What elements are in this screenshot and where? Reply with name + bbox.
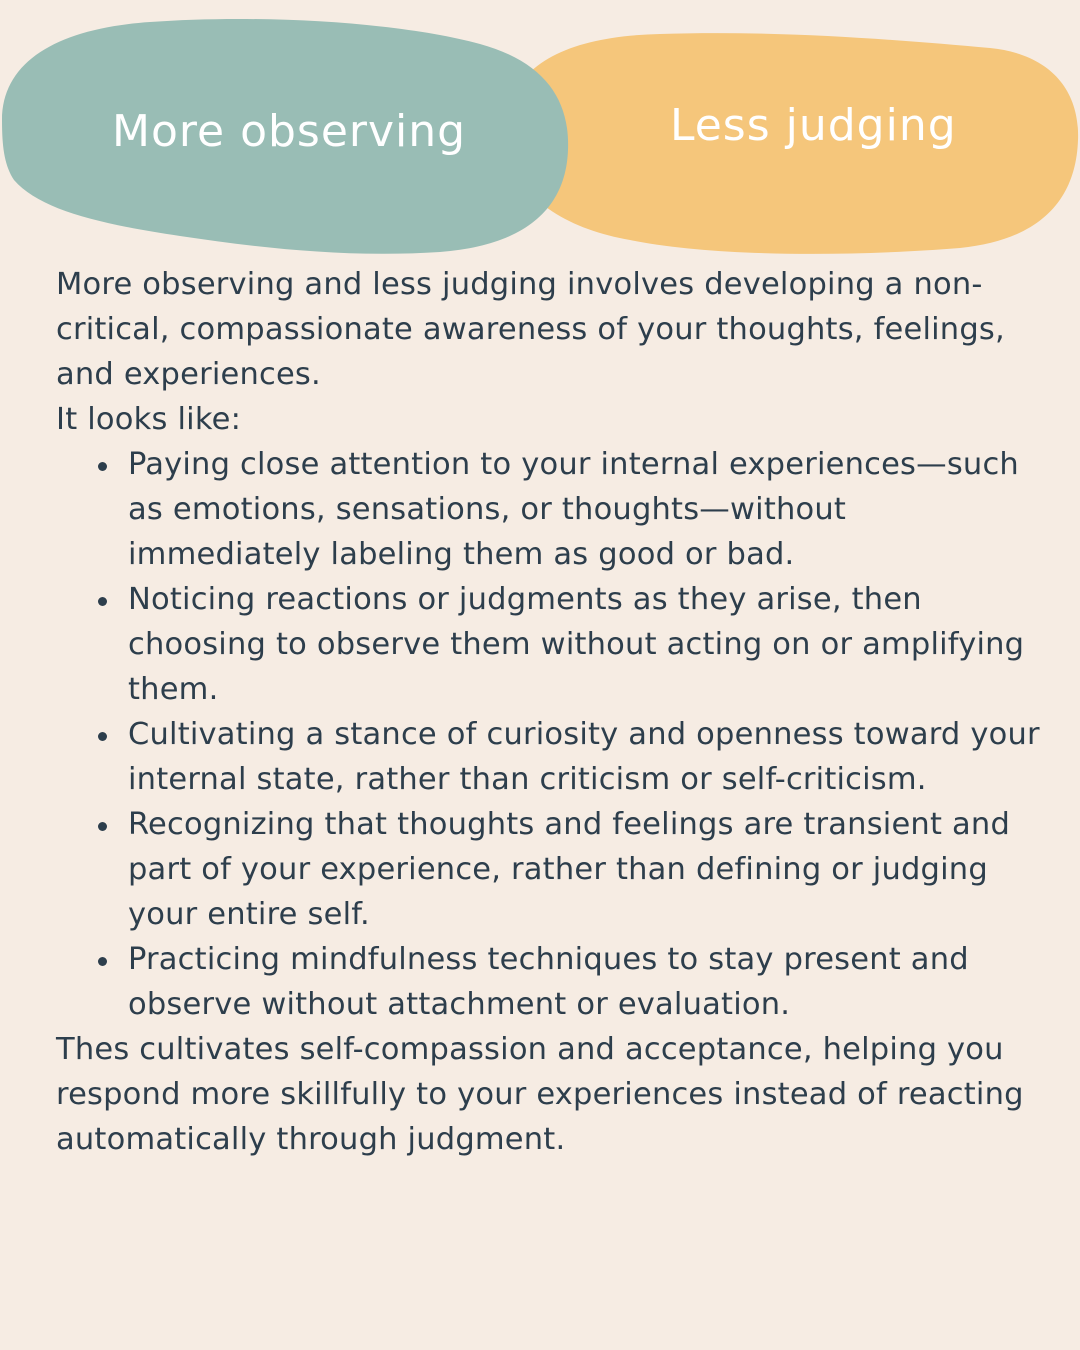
less-judging-label: Less judging bbox=[670, 100, 957, 151]
list-item: Practicing mindfulness techniques to stay present and observe without attachment or evaluation. bbox=[128, 937, 1046, 1027]
list-item: Cultivating a stance of curiosity and openness toward your internal state, rather than criticism or self-criticism. bbox=[128, 712, 1046, 802]
more-observing-label: More observing bbox=[112, 106, 467, 157]
list-item: Recognizing that thoughts and feelings are transient and part of your experience, rather than defining or judging your entire self. bbox=[128, 802, 1046, 937]
intro-paragraph: More observing and less judging involves developing a non-critical, compassionate awareness of your thoughts, feelings, and experiences. bbox=[56, 267, 1005, 392]
list-item: Paying close attention to your internal experiences—such as emotions, sensations, or thoughts—without immediately labeling them as good or bad. bbox=[128, 442, 1046, 577]
conclusion-paragraph: Thes cultivates self-compassion and acceptance, helping you respond more skillfully to your experiences instead of reacting automatically through judgment. bbox=[56, 1032, 1024, 1157]
list-item: Noticing reactions or judgments as they arise, then choosing to observe them without acting on or amplifying them. bbox=[128, 577, 1046, 712]
behavior-list bbox=[56, 442, 1046, 1027]
main-content bbox=[56, 262, 1046, 1162]
lead-in-text: It looks like: bbox=[56, 402, 242, 437]
